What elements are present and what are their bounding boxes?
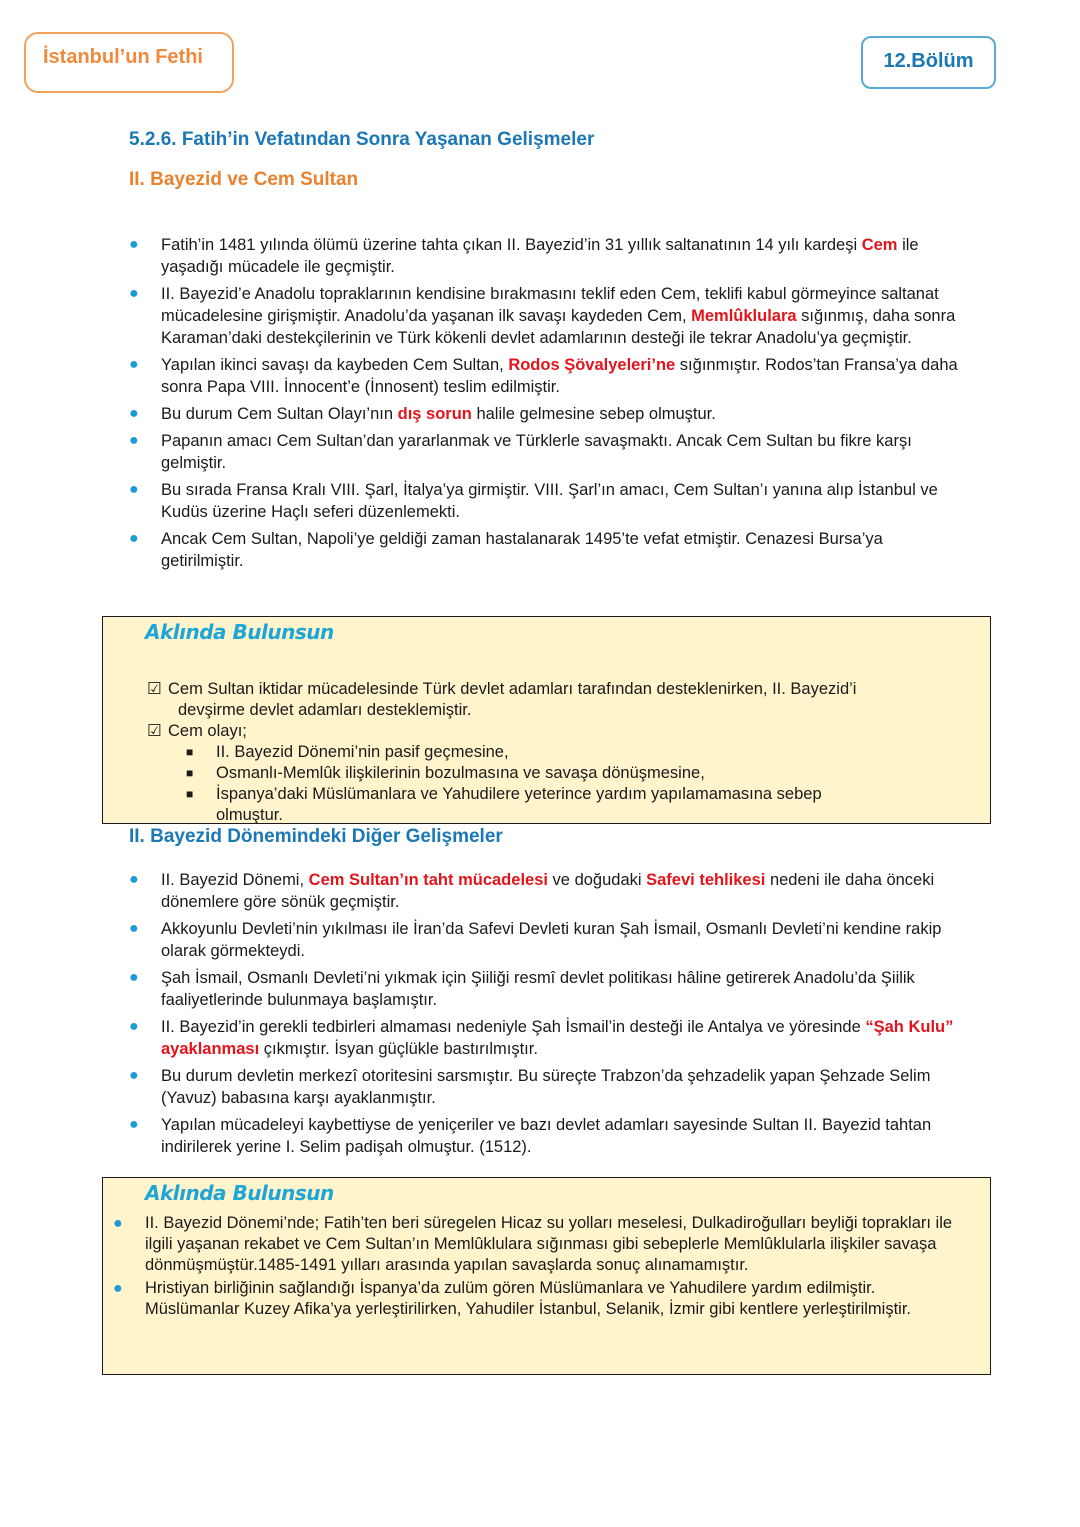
section-title: 5.2.6. Fatih’in Vefatından Sonra Yaşanan Gelişmeler [129, 129, 595, 150]
section2-title: II. Bayezid Dönemindeki Diğer Gelişmeler [129, 826, 503, 847]
bullet-icon: ● [129, 969, 139, 986]
square-bullet-icon: ■ [186, 787, 194, 801]
list-item: ● Akkoyunlu Devleti’nin yıkılması ile İran’da Safevi Devleti kuran Şah İsmail, Osmanlı Devleti’ni kendine rakip olarak görmekteydi. [129, 920, 942, 960]
bullet-icon: ● [129, 1116, 139, 1133]
list-item: ● Yapılan mücadeleyi kaybettiyse de yeniçeriler ve bazı devlet adamları sayesinde Sultan II. Bayezid tahtan indirilerek yerine I. Selim padişah olmuştur. (1512). [129, 1116, 932, 1156]
bullet-icon: ● [129, 481, 139, 498]
bullet-list-1 [0, 234, 1080, 577]
reminder-box-title: Aklında Bulunsun [145, 1181, 334, 1205]
reminder-box-2 [102, 1177, 991, 1375]
checked-item: ☑ Cem Sultan iktidar mücadelesinde Türk devlet adamları tarafından desteklenirken, II. Bayezid’i devşirme devlet adamları desteklemiştir. [147, 680, 857, 719]
reminder-box-1 [102, 616, 991, 824]
bullet-icon: ● [129, 1067, 139, 1084]
bullet-icon: ● [129, 285, 139, 302]
bullet-icon: ● [129, 405, 139, 422]
section-tag: 12.Bölüm [861, 36, 996, 89]
list-item: ● Bu durum Cem Sultan Olayı’nın dış sorun halile gelmesine sebep olmuştur. [129, 405, 716, 423]
chapter-tag: İstanbul’un Fethi [24, 32, 234, 93]
list-item: ■ İspanya’daki Müslümanlara ve Yahudilere yeterince yardım yapılamamasına sebep olmuştur. [186, 785, 822, 824]
bullet-icon: ● [129, 530, 139, 547]
bullet-icon: ● [113, 1280, 123, 1297]
square-bullet-icon: ■ [186, 745, 194, 759]
section-subtitle: II. Bayezid ve Cem Sultan [129, 169, 359, 190]
list-item: ● II. Bayezid Dönemi’nde; Fatih’ten beri süregelen Hicaz su yolları meselesi, Dulkadiroğulları beyliği toprakları ile ilgili yaşanan rekabet ve Cem Sultan’ın Memlûklulara sığınması gibi sebeplerle Memlûklularla ilişkiler savaşa dönmüşmüştür.1485-1491 yılları arasında yapılan savaşlarda sonuç alınamamıştır. [113, 1214, 953, 1274]
list-item: ● II. Bayezid’in gerekli tedbirleri almaması nedeniyle Şah İsmail’in desteği ile Antalya ve yöresinde “Şah Kulu” ayaklanması çıkmıştır. İsyan güçlükle bastırılmıştır. [129, 1018, 954, 1058]
list-item: ● Fatih’in 1481 yılında ölümü üzerine tahta çıkan II. Bayezid’in 31 yıllık saltanatının 14 yılı kardeşi Cem ile yaşadığı mücadele ile geçmiştir. [129, 236, 919, 276]
list-item: ● Şah İsmail, Osmanlı Devleti’ni yıkmak için Şiiliği resmî devlet politikası hâline getirerek Anadolu’da Şiilik faaliyetlerinde bulunmaya başlamıştır. [129, 969, 915, 1009]
list-item: ● Hristiyan birliğinin sağlandığı İspanya’da zulüm gören Müslümanlara ve Yahudilere yardım edilmiştir. Müslümanlar Kuzey Afika’ya yerleştirilirken, Yahudiler İstanbul, Selanik, İzmir gibi kentlere yerleştirilmiştir. [113, 1279, 912, 1318]
list-item: ■ II. Bayezid Dönemi’nin pasif geçmesine, [186, 743, 509, 761]
checkbox-checked-icon: ☑ [147, 680, 162, 698]
bullet-icon: ● [129, 432, 139, 449]
square-bullet-icon: ■ [186, 766, 194, 780]
list-item: ● Ancak Cem Sultan, Napoli’ye geldiği zaman hastalanarak 1495’te vefat etmiştir. Cenazesi Bursa’ya getirilmiştir. [129, 530, 883, 570]
bullet-icon: ● [129, 1018, 139, 1035]
list-item: ● Papanın amacı Cem Sultan’dan yararlanmak ve Türklerle savaşmaktı. Ancak Cem Sultan bu fikre karşı gelmiştir. [129, 432, 912, 472]
list-item: ● II. Bayezid Dönemi, Cem Sultan’ın taht mücadelesi ve doğudaki Safevi tehlikesi nedeni ile daha önceki dönemlere göre sönük geçmiştir. [129, 871, 935, 911]
reminder-box-title: Aklında Bulunsun [145, 620, 334, 644]
list-item: ● Bu durum devletin merkezî otoritesini sarsmıştır. Bu süreçte Trabzon’da şehzadelik yapan Şehzade Selim (Yavuz) babasına karşı ayaklanmıştır. [129, 1067, 931, 1107]
bullet-icon: ● [113, 1215, 123, 1232]
list-item: ■ Osmanlı-Memlûk ilişkilerinin bozulmasına ve savaşa dönüşmesine, [186, 764, 705, 782]
bullet-list-2 [0, 869, 1080, 1163]
bullet-icon: ● [129, 920, 139, 937]
checked-item: ☑ Cem olayı; [147, 722, 247, 740]
bullet-icon: ● [129, 236, 139, 253]
reminder-box-body [103, 679, 992, 826]
bullet-icon: ● [129, 871, 139, 888]
sub-list [103, 742, 992, 826]
list-item: ● II. Bayezid’e Anadolu topraklarının kendisine bırakmasını teklif eden Cem, teklifi kabul görmeyince saltanat mücadelesine girişmiştir. Anadolu’da yaşanan ilk savaşı kaydeden Cem, Memlûklulara sığınmış, daha sonra Karaman’daki destekçilerinin ve Türk kökenli devlet adamlarının desteği ile tekrar Anadolu’ya geçmiştir. [129, 285, 956, 347]
reminder-list [103, 1213, 992, 1320]
checkbox-checked-icon: ☑ [147, 722, 162, 740]
list-item: ● Yapılan ikinci savaşı da kaybeden Cem Sultan, Rodos Şövalyeleri’ne sığınmıştır. Rodos’tan Fransa’ya daha sonra Papa VIII. İnnocent’e (İnnosent) teslim edilmiştir. [129, 356, 958, 396]
bullet-icon: ● [129, 356, 139, 373]
reminder-box-body [103, 1213, 992, 1322]
list-item: ● Bu sırada Fransa Kralı VIII. Şarl, İtalya’ya girmiştir. VIII. Şarl’ın amacı, Cem Sultan’ı yanına alıp İstanbul ve Kudüs üzerine Haçlı seferi düzenlemekti. [129, 481, 938, 521]
